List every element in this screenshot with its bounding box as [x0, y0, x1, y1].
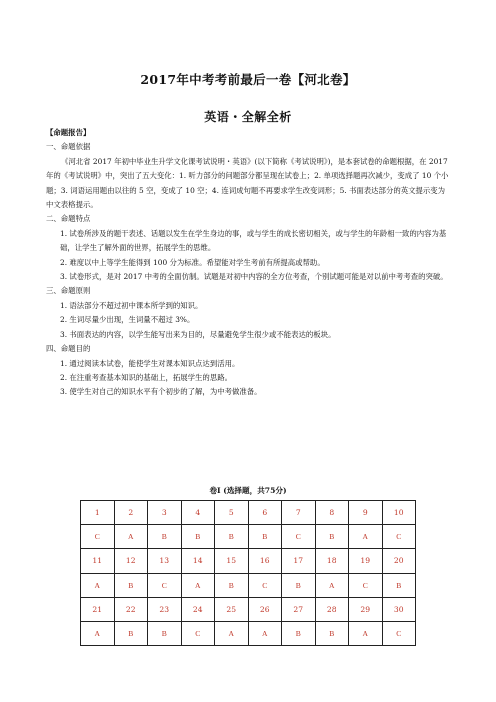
answer-row — [81, 621, 416, 645]
answer-cell: A — [315, 573, 349, 597]
answer-cell: C — [349, 573, 383, 597]
question-number-cell: 25 — [215, 597, 249, 621]
answer-table-caption: 卷I (选择题，共75分) — [209, 486, 287, 495]
answer-cell: B — [282, 573, 316, 597]
question-number-cell: 7 — [282, 501, 316, 525]
question-number-cell: 19 — [349, 549, 383, 573]
question-number-cell: 30 — [382, 597, 416, 621]
question-number-cell: 27 — [282, 597, 316, 621]
report-body — [46, 126, 450, 400]
question-number-row — [81, 501, 416, 525]
section-heading-features: 二、命题特点 — [46, 214, 91, 224]
answer-cell: B — [215, 573, 249, 597]
question-number-cell: 15 — [215, 549, 249, 573]
question-number-cell: 20 — [382, 549, 416, 573]
report-label: 【命题报告】 — [46, 128, 91, 137]
answer-cell: A — [114, 525, 148, 549]
answer-cell: A — [215, 621, 249, 645]
question-number-cell: 16 — [248, 549, 282, 573]
answer-cell: B — [215, 525, 249, 549]
question-number-cell: 6 — [248, 501, 282, 525]
purpose-item: 1. 通过阅读本试卷，能使学生对课本知识点达到活用。 — [60, 358, 240, 368]
answer-cell: A — [81, 621, 115, 645]
answer-row — [81, 525, 416, 549]
question-number-cell: 3 — [148, 501, 182, 525]
answer-cell: A — [181, 573, 215, 597]
question-number-cell: 23 — [148, 597, 182, 621]
question-number-cell: 11 — [81, 549, 115, 573]
section-heading-principles: 三、命题原则 — [46, 286, 91, 296]
question-number-cell: 17 — [282, 549, 316, 573]
question-number-cell: 4 — [181, 501, 215, 525]
question-number-row — [81, 597, 416, 621]
question-number-cell: 12 — [114, 549, 148, 573]
answer-cell: B — [248, 525, 282, 549]
question-number-cell: 10 — [382, 501, 416, 525]
question-number-cell: 24 — [181, 597, 215, 621]
answer-cell: C — [181, 621, 215, 645]
page-title: 2017年中考考前最后一卷【河北卷】 — [140, 72, 356, 87]
answer-cell: C — [382, 525, 416, 549]
answer-cell: A — [248, 621, 282, 645]
answer-cell: C — [81, 525, 115, 549]
question-number-cell: 2 — [114, 501, 148, 525]
answer-cell: C — [282, 525, 316, 549]
answer-cell: B — [282, 621, 316, 645]
section-heading-basis: 一、命题依据 — [46, 142, 91, 152]
purpose-item: 2. 在注重考查基本知识的基础上，拓展学生的思路。 — [60, 372, 232, 382]
answer-cell: C — [148, 573, 182, 597]
answer-cell: B — [114, 621, 148, 645]
question-number-row — [81, 549, 416, 573]
principle-item: 1. 语法部分不超过初中课本所学到的知识。 — [60, 300, 203, 310]
feature-item: 1. 试卷所涉及的题干表述、话题以发生在学生身边的事，或与学生的成长密切相关，或与学生的年龄相一致的内容为基础，让学生了解外面的世界，拓展学生的思维。 — [60, 228, 447, 253]
question-number-cell: 26 — [248, 597, 282, 621]
principle-item: 3. 书面表达的内容，以学生能写出来为目的，尽量避免学生很少或不能表达的板块。 — [60, 329, 336, 339]
question-number-cell: 18 — [315, 549, 349, 573]
purpose-item: 3. 使学生对自己的知识水平有个初步的了解，为中考做准备。 — [60, 387, 262, 397]
answer-cell: B — [315, 525, 349, 549]
answer-cell: B — [315, 621, 349, 645]
answer-cell: A — [349, 621, 383, 645]
answer-row — [81, 573, 416, 597]
answer-cell: B — [382, 573, 416, 597]
answer-cell: B — [114, 573, 148, 597]
question-number-cell: 28 — [315, 597, 349, 621]
answer-cell: A — [349, 525, 383, 549]
question-number-cell: 14 — [181, 549, 215, 573]
answer-cell: C — [248, 573, 282, 597]
answer-cell: B — [148, 525, 182, 549]
answer-cell: B — [181, 525, 215, 549]
answer-table — [80, 500, 416, 646]
section-heading-purpose: 四、命题目的 — [46, 344, 91, 354]
page-subtitle: 英语・全解全析 — [204, 110, 292, 124]
question-number-cell: 9 — [349, 501, 383, 525]
feature-item: 3. 试卷形式，是对 2017 中考的全面仿制。试题是对初中内容的全方位考查，个别试题可能是对以前中考考查的突破。 — [60, 272, 448, 282]
principle-item: 2. 生词尽量少出现，生词量不超过 3%。 — [60, 315, 195, 325]
answer-cell: A — [81, 573, 115, 597]
question-number-cell: 29 — [349, 597, 383, 621]
feature-item: 2. 难度以中上等学生能得到 100 分为标准。希望能对学生考前有所提高或帮助。 — [60, 257, 325, 267]
answer-cell: C — [382, 621, 416, 645]
question-number-cell: 22 — [114, 597, 148, 621]
question-number-cell: 21 — [81, 597, 115, 621]
basis-paragraph: 《河北省 2017 年初中毕业生升学文化课考试说明・英语》(以下简称《考试说明》)，是本套试卷的命题根据，在 2017 年的《考试说明》中，突出了五大变化：1. 听力部分的问题部分都呈现在试卷上；2. 单项选择题再次减少，变成了 10 个小题；3. 词语运用题由以往的 5 空，变成了 10 空；4. 连词成句题不再要求学生改变词形；5. 书面表达部分的英文提示变为中文表格提示。 — [46, 156, 449, 210]
question-number-cell: 5 — [215, 501, 249, 525]
question-number-cell: 8 — [315, 501, 349, 525]
answer-cell: B — [148, 621, 182, 645]
question-number-cell: 13 — [148, 549, 182, 573]
question-number-cell: 1 — [81, 501, 115, 525]
